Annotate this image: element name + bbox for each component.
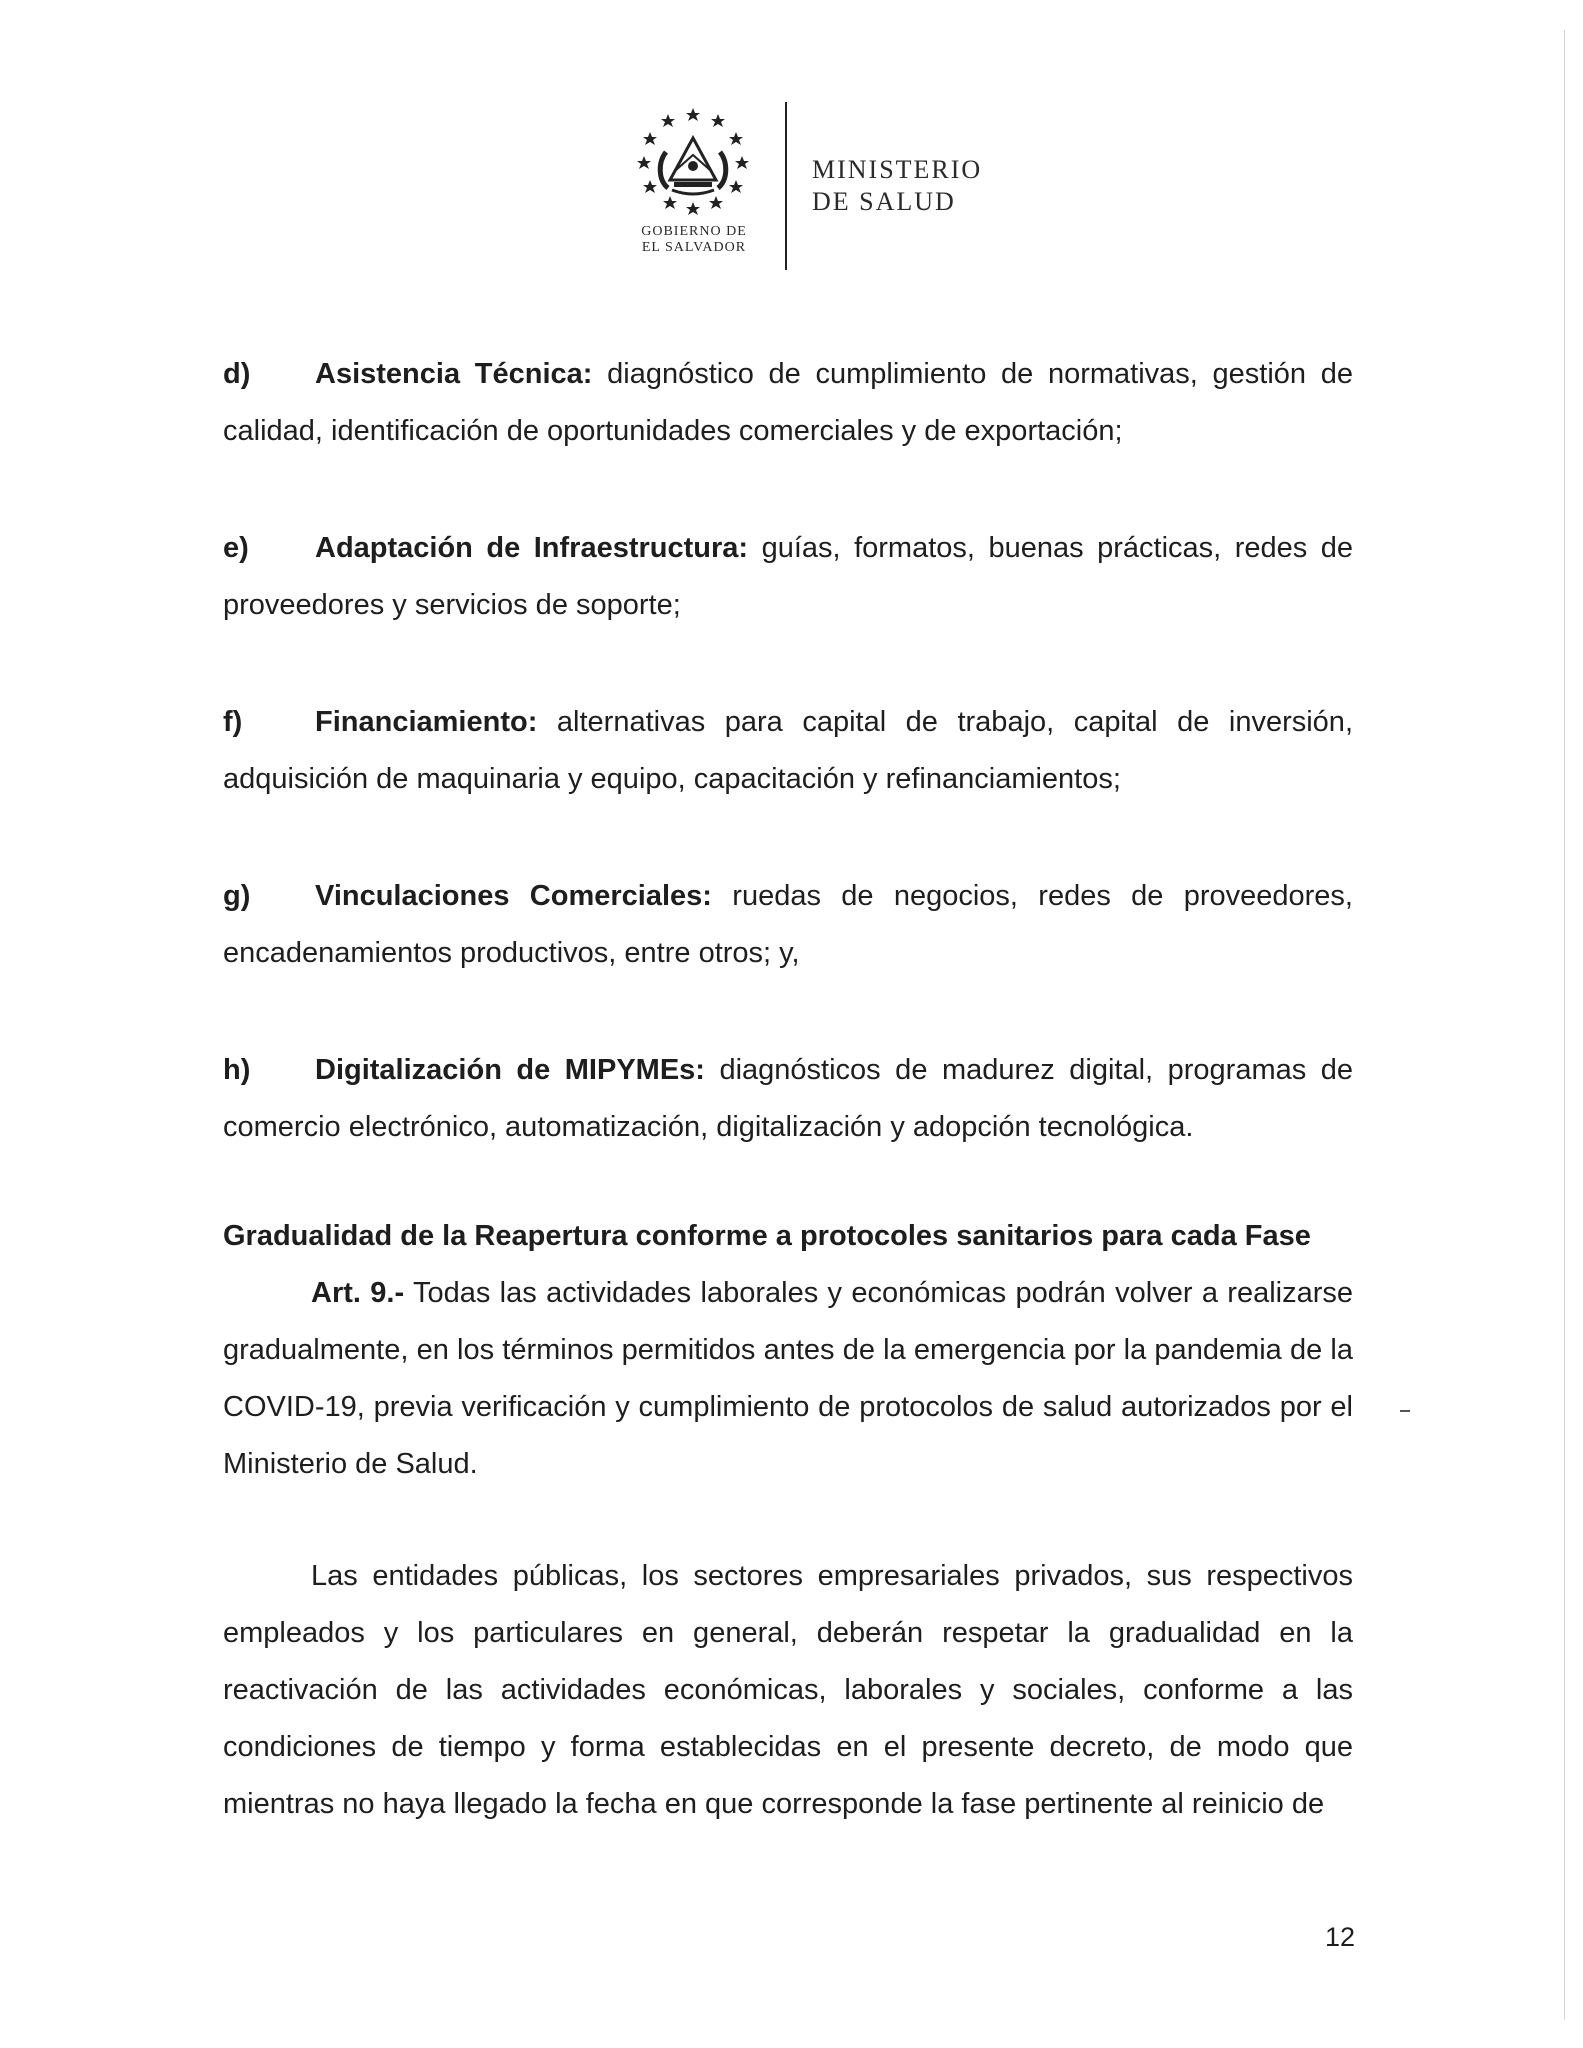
list-item-first-line — [315, 346, 1353, 403]
emblem-caption-line1: GOBIERNO DE — [641, 224, 747, 239]
list-marker: e) — [223, 532, 249, 564]
list-item-continuation: calidad, identificación de oportunidades comerciales y de exportación; — [223, 415, 1123, 447]
list-item-first-text: alternativas para capital de trabajo, capital de inversión, — [556, 706, 1353, 738]
list-item-first-line — [315, 868, 1353, 925]
list-item-first-text: ruedas de negocios, redes de proveedores, — [732, 880, 1353, 912]
scan-artifact — [1400, 1410, 1410, 1412]
list-item-continuation: adquisición de maquinaria y equipo, capacitación y refinanciamientos; — [223, 763, 1121, 795]
list-item — [223, 346, 1353, 460]
coat-of-arms-icon — [628, 100, 758, 235]
list-item-term: Digitalización de MIPYMEs: — [315, 1054, 705, 1086]
section-heading: Gradualidad de la Reapertura conforme a protocoles sanitarios para cada Fase — [223, 1220, 1311, 1252]
body-paragraph: Las entidades públicas, los sectores empresariales privados, sus respectivos empleados y los particulares en general, deberán respetar la gradualidad en la reactivación de las actividades económicas, laborales y sociales, conforme a las condiciones de tiempo y forma establecidas en el presente decreto, de modo que mientras no haya llegado la fecha en que corresponde la fase pertinente al reinicio de — [223, 1560, 1353, 1820]
letterhead — [620, 100, 1040, 275]
emblem-caption-line2: EL SALVADOR — [641, 240, 747, 255]
list-item-term: Vinculaciones Comerciales: — [315, 880, 712, 912]
list-item — [223, 520, 1353, 634]
emblem-caption — [620, 224, 768, 256]
scan-edge-line — [1564, 30, 1565, 2020]
list-item-first-text: guías, formatos, buenas prácticas, redes de — [761, 532, 1354, 564]
list-item-continuation: comercio electrónico, automatización, digitalización y adopción tecnológica. — [223, 1111, 1194, 1143]
list-marker: g) — [223, 880, 251, 912]
article-paragraph — [223, 1265, 1353, 1493]
list-item-first-text: diagnósticos de madurez digital, programas de — [719, 1054, 1353, 1086]
ministry-name — [812, 154, 1032, 218]
list-marker: d) — [223, 358, 251, 390]
ministry-line-1: MINISTERIO — [812, 155, 983, 184]
list-item-first-line — [315, 520, 1353, 577]
article-label: Art. 9.- — [311, 1277, 405, 1309]
article-text: Todas las actividades laborales y económicas podrán volver a realizarse gradualmente, en los términos permitidos antes de la emergencia por la pandemia de la COVID-19, previa verificación y cumplimiento de protocolos de salud autorizados por el Ministerio de Salud. — [223, 1277, 1354, 1480]
list-item — [223, 694, 1353, 808]
header-divider — [785, 102, 787, 270]
list-item-continuation: proveedores y servicios de soporte; — [223, 589, 681, 621]
list-marker: f) — [223, 706, 243, 738]
list-marker: h) — [223, 1054, 251, 1086]
list-item — [223, 1042, 1353, 1156]
list-item-term: Adaptación de Infraestructura: — [315, 532, 749, 564]
ministry-line-2: DE SALUD — [812, 187, 956, 216]
page-number: 12 — [1324, 1922, 1355, 1952]
list-item-term: Asistencia Técnica: — [315, 358, 593, 390]
list-item — [223, 868, 1353, 982]
list-item-first-line — [315, 694, 1353, 751]
document-body — [223, 346, 1353, 1833]
list-item-first-text: diagnóstico de cumplimiento de normativas, gestión de — [607, 358, 1353, 390]
list-item-first-line — [315, 1042, 1353, 1099]
list-item-continuation: encadenamientos productivos, entre otros; y, — [223, 937, 800, 969]
list-item-term: Financiamiento: — [315, 706, 538, 738]
